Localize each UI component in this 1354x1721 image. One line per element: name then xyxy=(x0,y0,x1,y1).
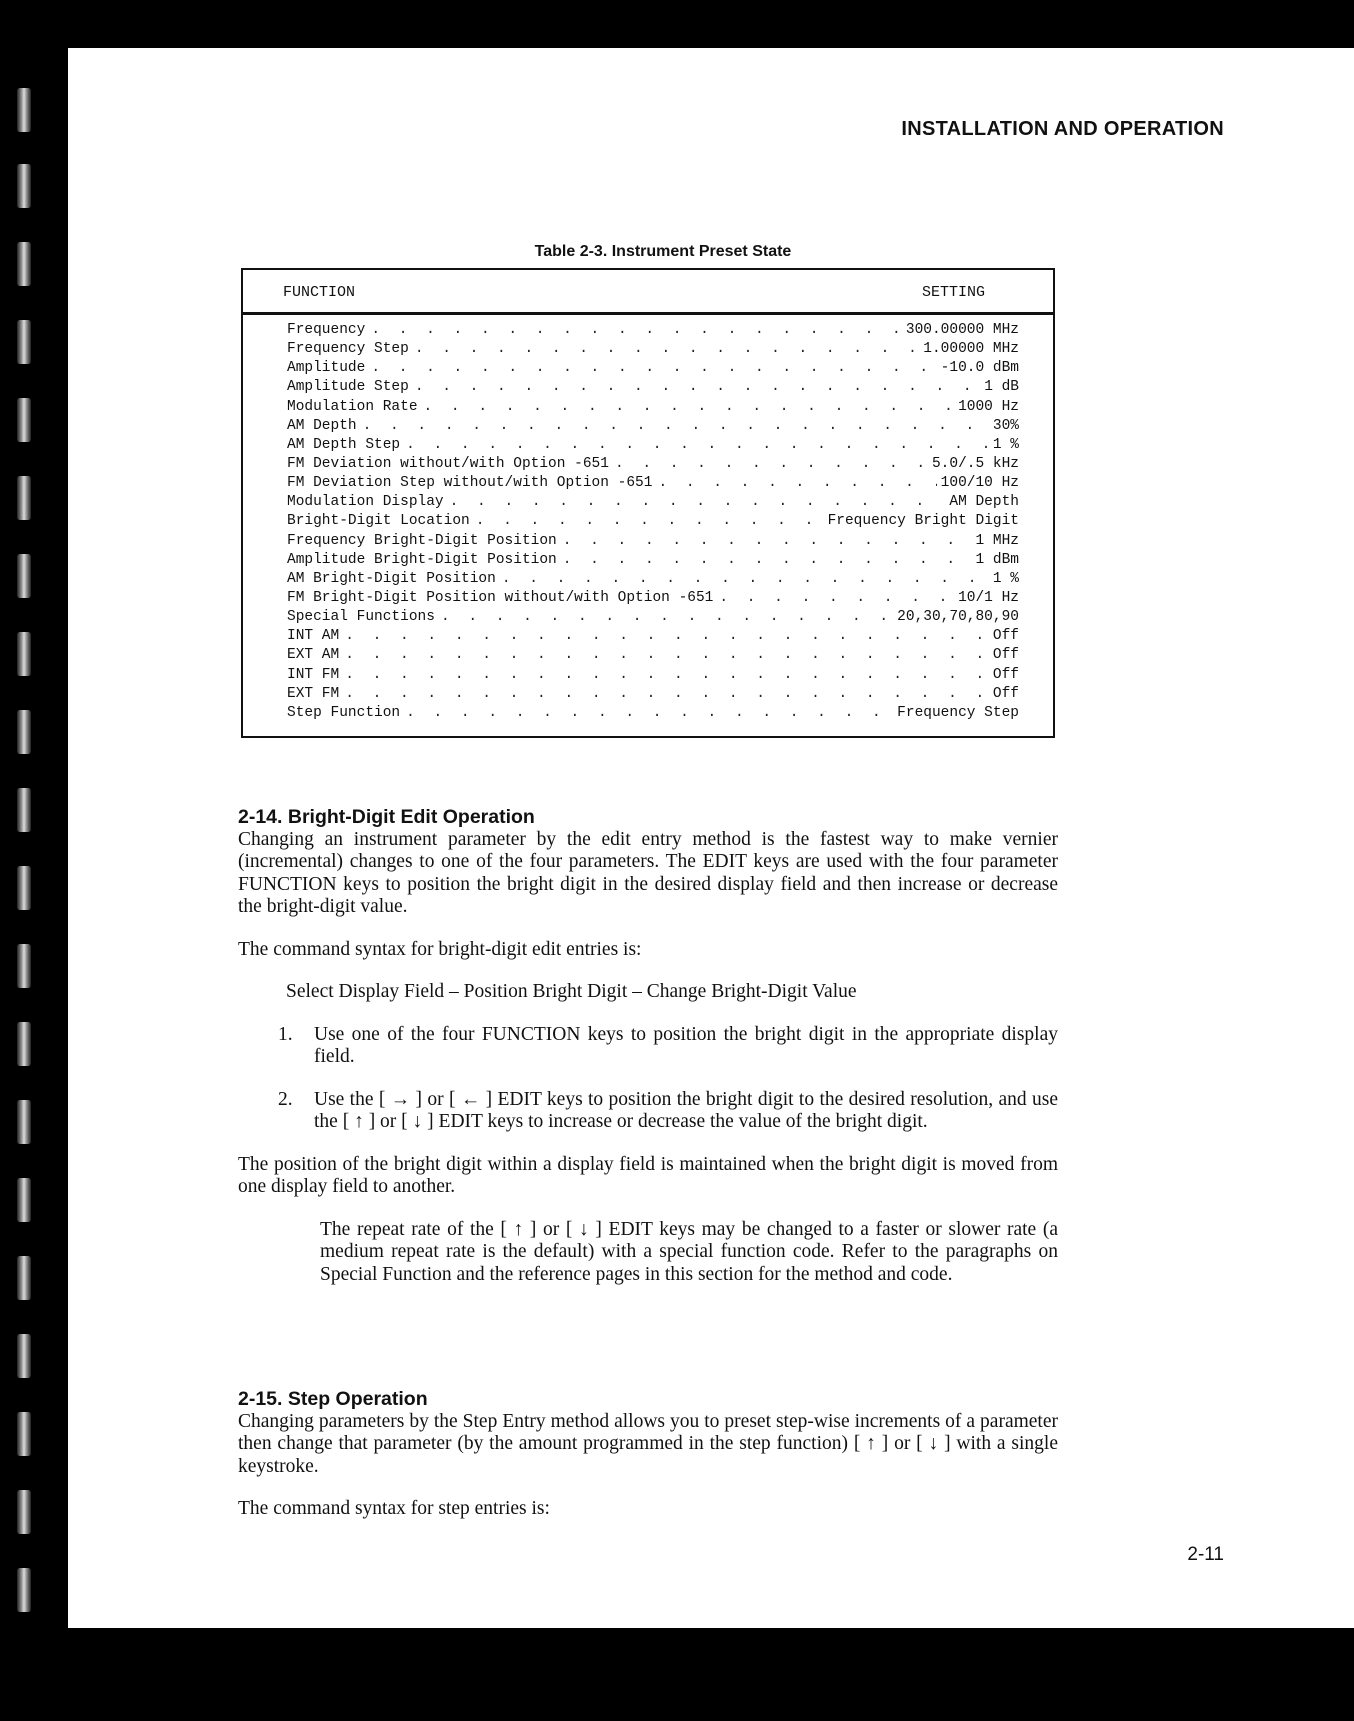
dot-leader xyxy=(406,705,893,721)
row-function: FM Bright-Digit Position without/with Option -651 xyxy=(287,589,714,606)
row-function: Modulation Rate xyxy=(287,398,418,415)
row-setting: 1 dBm xyxy=(975,551,1019,568)
dot-leader xyxy=(345,647,989,663)
list-text: Use one of the four FUNCTION keys to position the bright digit in the appropriate display field. xyxy=(314,1023,1058,1067)
dot-leader xyxy=(345,628,989,644)
column-header-setting: SETTING xyxy=(921,284,985,301)
dot-leader xyxy=(476,513,824,529)
table-row xyxy=(287,705,1019,724)
list-item xyxy=(238,1024,1058,1069)
paragraph: Changing an instrument parameter by the edit entry method is the fastest way to make vernier (incremental) changes to one of the four parameters. The EDIT keys are used with the four parameter FUNCTION keys to position the bright digit in the desired display field and then increase or decrease the bright-digit value. xyxy=(238,828,1058,917)
paragraph: The command syntax for step entries is: xyxy=(238,1498,550,1519)
syntax-line: Select Display Field – Position Bright Digit – Change Bright-Digit Value xyxy=(286,981,857,1002)
paragraph: The command syntax for bright-digit edit entries is: xyxy=(238,938,642,960)
table-row xyxy=(287,399,1019,418)
dot-leader xyxy=(502,571,989,587)
section-heading: 2-15. Step Operation xyxy=(238,1388,428,1410)
dot-leader xyxy=(450,494,946,510)
dot-leader xyxy=(345,667,989,683)
running-header: INSTALLATION AND OPERATION xyxy=(901,118,1224,140)
section-heading: 2-14. Bright-Digit Edit Operation xyxy=(238,806,535,828)
row-function: Special Functions xyxy=(287,609,435,626)
row-setting: 1 % xyxy=(992,436,1019,453)
paragraph: Changing parameters by the Step Entry method allows you to preset step-wise increments of a parameter then change that parameter (by the amount programmed in the step function) [ ↑ ] or [ ↓ ] with a single keystroke. xyxy=(238,1410,1058,1477)
row-function: Modulation Display xyxy=(287,494,444,511)
row-function: Step Function xyxy=(287,704,401,721)
row-function: FM Deviation Step without/with Option -651 xyxy=(287,475,653,492)
table-row xyxy=(287,513,1019,532)
table-row xyxy=(287,571,1019,590)
row-function: INT FM xyxy=(287,666,340,683)
row-function: AM Bright-Digit Position xyxy=(287,570,496,587)
column-header-function: FUNCTION xyxy=(283,284,356,301)
binder-holes xyxy=(0,0,40,1721)
table-row xyxy=(287,322,1019,341)
table-row xyxy=(287,552,1019,571)
table-row xyxy=(287,590,1019,609)
table-row xyxy=(287,533,1019,552)
row-setting: Off xyxy=(992,647,1019,664)
dot-leader xyxy=(406,437,989,453)
dot-leader xyxy=(371,322,902,338)
row-setting: 1 % xyxy=(992,570,1019,587)
list-item xyxy=(238,1089,1058,1134)
dot-leader xyxy=(658,475,936,491)
preset-state-table xyxy=(241,268,1055,738)
dot-leader xyxy=(345,686,989,702)
row-setting: 1000 Hz xyxy=(958,398,1019,415)
row-setting: 5.0/.5 kHz xyxy=(931,455,1019,472)
table-row xyxy=(287,475,1019,494)
table-body xyxy=(287,322,1019,724)
dot-leader xyxy=(424,399,955,415)
table-header xyxy=(243,270,1053,315)
row-setting: AM Depth xyxy=(949,494,1019,511)
table-row xyxy=(287,647,1019,666)
row-setting: -10.0 dBm xyxy=(940,360,1019,377)
row-function: Frequency Bright-Digit Position xyxy=(287,532,557,549)
table-row xyxy=(287,609,1019,628)
table-row xyxy=(287,360,1019,379)
table-row xyxy=(287,686,1019,705)
row-function: Bright-Digit Location xyxy=(287,513,470,530)
row-function: AM Depth xyxy=(287,417,357,434)
table-row xyxy=(287,494,1019,513)
list-number: 2. xyxy=(278,1088,293,1110)
row-setting: 300.00000 MHz xyxy=(905,322,1019,338)
row-function: AM Depth Step xyxy=(287,436,401,453)
row-setting: 1 MHz xyxy=(975,532,1019,549)
row-function: Amplitude Bright-Digit Position xyxy=(287,551,557,568)
row-setting: 20,30,70,80,90 xyxy=(897,609,1019,626)
list-number: 1. xyxy=(278,1023,293,1045)
row-setting: Frequency Bright Digit xyxy=(827,513,1019,530)
dot-leader xyxy=(563,533,972,549)
row-function: EXT AM xyxy=(287,647,340,664)
table-caption: Table 2-3. Instrument Preset State xyxy=(534,243,792,260)
paragraph: The position of the bright digit within a display field is maintained when the bright digit is moved from one display field to another. xyxy=(238,1153,1058,1197)
table-row xyxy=(287,437,1019,456)
table-row xyxy=(287,341,1019,360)
row-setting: 1.00000 MHz xyxy=(923,341,1019,358)
row-setting: Off xyxy=(992,628,1019,645)
dot-leader xyxy=(363,418,989,434)
row-function: FM Deviation without/with Option -651 xyxy=(287,455,609,472)
row-function: Frequency Step xyxy=(287,341,409,358)
row-setting: 30% xyxy=(992,417,1019,434)
row-setting: 100/10 Hz xyxy=(940,475,1019,492)
table-row xyxy=(287,379,1019,398)
row-setting: Off xyxy=(992,666,1019,683)
dot-leader xyxy=(615,456,928,472)
dot-leader xyxy=(441,609,893,625)
dot-leader xyxy=(371,360,936,376)
row-setting: 1 dB xyxy=(984,379,1019,396)
page-number: 2-11 xyxy=(1187,1544,1224,1565)
section-2-15 xyxy=(238,1388,1058,1521)
table-row xyxy=(287,456,1019,475)
dot-leader xyxy=(563,552,972,568)
section-2-14 xyxy=(238,806,1058,1286)
row-function: EXT FM xyxy=(287,685,340,702)
dot-leader xyxy=(719,590,954,606)
row-setting: Frequency Step xyxy=(897,704,1019,721)
row-function: Frequency xyxy=(287,322,366,338)
row-function: Amplitude Step xyxy=(287,379,409,396)
document-page xyxy=(68,48,1354,1628)
row-function: Amplitude xyxy=(287,360,366,377)
note-paragraph: The repeat rate of the [ ↑ ] or [ ↓ ] EDIT keys may be changed to a faster or slower rate (a medium repeat rate is the default) with a special function code. Refer to the paragraphs on Special Function and the reference pages in this section for the method and code. xyxy=(320,1218,1058,1285)
row-setting: 10/1 Hz xyxy=(958,589,1019,606)
dot-leader xyxy=(415,341,919,357)
table-row xyxy=(287,667,1019,686)
table-row xyxy=(287,628,1019,647)
row-function: INT AM xyxy=(287,628,340,645)
list-text: Use the [ → ] or [ ← ] EDIT keys to position the bright digit to the desired resolution, and use the [ ↑ ] or [ ↓ ] EDIT keys to increase or decrease the value of the bright digit. xyxy=(314,1088,1058,1132)
table-row xyxy=(287,418,1019,437)
dot-leader xyxy=(415,379,980,395)
row-setting: Off xyxy=(992,685,1019,702)
